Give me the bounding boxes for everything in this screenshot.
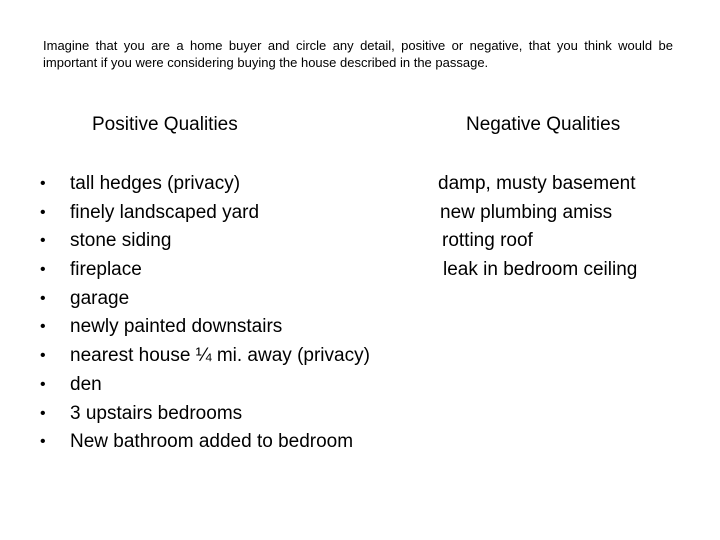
positive-item: fireplace: [70, 259, 142, 281]
instructions-text: Imagine that you are a home buyer and circle any detail, positive or negative, that you think would be important if you were considering buying the house described in the passage.: [43, 38, 673, 70]
bullet-icon: •: [40, 203, 46, 221]
list-item: leak in bedroom ceiling: [443, 259, 638, 281]
positive-item: tall hedges (privacy): [70, 173, 241, 194]
list-item: new plumbing amiss: [440, 201, 613, 223]
positive-item: 3 upstairs bedrooms: [70, 402, 243, 424]
bullet-icon: •: [40, 232, 46, 250]
positive-qualities-heading: Positive Qualities: [92, 114, 238, 135]
negative-qualities-heading: Negative Qualities: [466, 114, 621, 135]
list-item: [40, 170, 370, 199]
bullet-icon: •: [40, 175, 46, 192]
list-item: [40, 285, 370, 314]
bullet-icon: •: [40, 289, 46, 307]
bullet-icon: •: [40, 261, 46, 279]
positive-item: newly painted downstairs: [70, 316, 283, 338]
list-item: [40, 371, 370, 400]
positive-item: garage: [70, 287, 130, 309]
positive-item: stone siding: [70, 230, 172, 252]
list-item: [40, 199, 370, 228]
bullet-icon: •: [40, 433, 46, 451]
positive-item: finely landscaped yard: [70, 201, 260, 223]
list-item: [40, 313, 370, 342]
bullet-icon: •: [40, 375, 46, 393]
list-item: [40, 256, 370, 285]
bullet-icon: •: [40, 404, 46, 422]
list-item: [40, 428, 370, 457]
bullet-icon: •: [40, 347, 46, 365]
list-item: damp, musty basement: [438, 173, 636, 194]
list-item: rotting roof: [442, 230, 533, 252]
list-item: [40, 342, 370, 371]
positive-qualities-list: [40, 170, 370, 457]
positive-item: den: [70, 373, 102, 395]
list-item: [40, 227, 370, 256]
positive-item: nearest house ¼ mi. away (privacy): [70, 345, 370, 367]
positive-item: New bathroom added to bedroom: [70, 431, 354, 453]
bullet-icon: •: [40, 318, 46, 336]
list-item: [40, 400, 370, 429]
